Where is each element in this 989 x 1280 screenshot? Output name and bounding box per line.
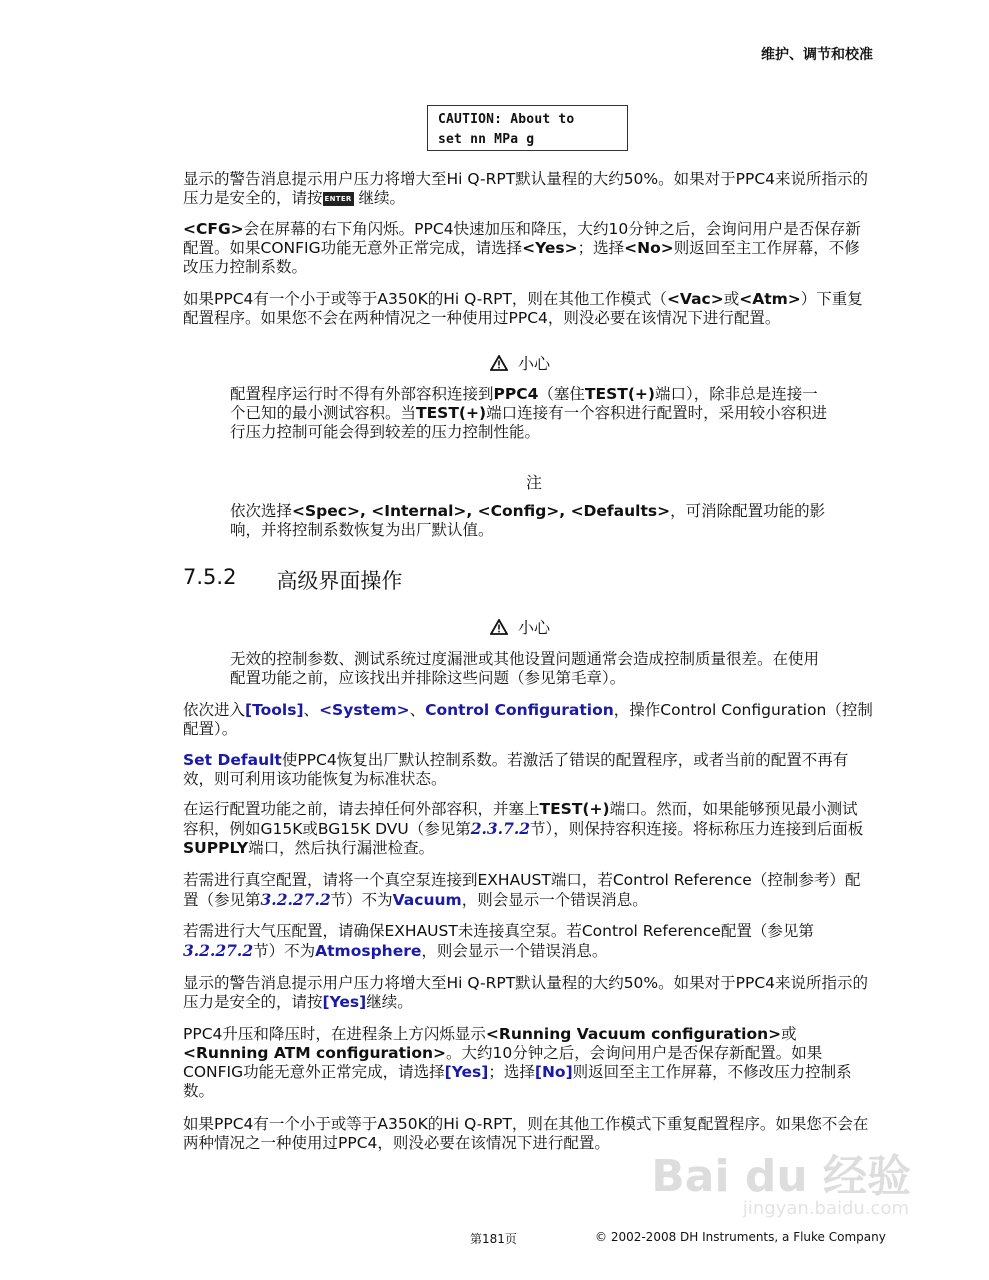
copyright: © 2002-2008 DH Instruments, a Fluke Company <box>595 1230 886 1244</box>
text: 端口连接有一个容积进行配置时，采用较小容积进行压力控制可能会得到较差的压力控制性能。 <box>230 404 828 441</box>
caution-title: 小心 <box>518 618 551 637</box>
paragraph-vacuum <box>183 871 873 910</box>
caution-title: 小心 <box>518 354 551 373</box>
lcd-line-2: set nn MPa g <box>438 132 535 147</box>
text: ，则会显示一个错误消息。 <box>421 942 608 960</box>
text: 依次进入 <box>183 701 246 719</box>
atm-label: <Atm> <box>739 290 801 308</box>
page-header: 维护、调节和校准 <box>761 47 873 63</box>
test-label: TEST(+) <box>584 385 655 403</box>
ppc4-label: PPC4 <box>493 385 539 403</box>
paragraph-cfg <box>183 220 873 277</box>
text: 若需进行真空配置，请将一个真空泵连接到EXHAUST端口，若Control Reference（控制参考）配置（参见第 <box>183 871 861 909</box>
paragraph-warning <box>183 170 873 208</box>
enter-key-icon: ENTER <box>323 192 354 206</box>
test-label: TEST(+) <box>539 800 610 818</box>
text: 显示的警告消息提示用户压力将增大至Hi Q-RPT默认量程的大约50%。如果对于PPC4来说所指示的压力是安全的，请按 <box>183 974 869 1011</box>
caution-text-2: 无效的控制参数、测试系统过度漏泄或其他设置问题通常会造成控制质量很差。在使用配置功能之前，应该找出并排除这些问题（参见第毛章）。 <box>230 650 820 687</box>
paragraph-running <box>183 1025 873 1101</box>
note-heading: 注 <box>526 473 543 492</box>
text: ，可消除配置功能的影响，并将控制系数恢复为出厂默认值。 <box>230 502 826 539</box>
paragraph-atmosphere <box>183 922 873 961</box>
baidu-watermark-logo: Bai du 经验 <box>651 1151 911 1202</box>
text: PPC4升压和降压时，在进程条上方闪烁显示 <box>183 1025 486 1043</box>
section-heading <box>183 565 402 595</box>
vacuum-link[interactable]: Vacuum <box>392 891 462 909</box>
text: 配置程序运行时不得有外部容积连接到 <box>230 385 494 403</box>
text: 、 <box>303 701 320 719</box>
text: 端口，然后执行漏泄检查。 <box>248 839 435 857</box>
text: 会在屏幕的右下角闪烁。PPC4快速加压和降压，大约10分钟之后，会询问用户是否保存新配置。如果CONFIG功能无意外正常完成，请选择 <box>183 220 861 257</box>
text: （塞住 <box>538 385 585 403</box>
text: 使PPC4恢复出厂默认控制系数。若激活了错误的配置程序，或者当前的配置不再有效，则可利用该功能恢复为标准状态。 <box>183 751 849 788</box>
page-number: 第181页 <box>470 1232 517 1246</box>
text: 在运行配置功能之前，请去掉任何外部容积，并塞上 <box>183 800 540 818</box>
test-label: TEST(+) <box>416 404 487 422</box>
section-ref-link[interactable]: 3.2.27.2 <box>260 890 331 909</box>
warning-icon <box>490 355 508 371</box>
text: ；选择 <box>488 1063 535 1081</box>
text: 或 <box>723 290 740 308</box>
paragraph-prepare <box>183 800 873 858</box>
text: ；选择 <box>577 239 625 257</box>
text: 依次选择 <box>230 502 293 520</box>
paragraph-repeat <box>183 290 873 328</box>
yes-link[interactable]: [Yes] <box>322 993 367 1011</box>
paragraph-set-default <box>183 751 873 789</box>
text: 显示的警告消息提示用户压力将增大至Hi Q-RPT默认量程的大约50%。如果对于PPC4来说所指示的压力是安全的，请按 <box>183 170 869 207</box>
menu-path: <Spec>, <Internal>, <Config>, <Defaults> <box>292 502 671 520</box>
atmosphere-link[interactable]: Atmosphere <box>315 942 422 960</box>
baidu-watermark-url: jingyan.baidu.com <box>742 1198 909 1219</box>
paragraph-repeat-2: 如果PPC4有一个小于或等于A350K的Hi Q-RPT，则在其他工作模式下重复配置程序。如果您不会在两种情况之一种使用过PPC4，则没必要在该情况下进行配置。 <box>183 1115 869 1152</box>
cfg-label: <CFG> <box>183 220 244 238</box>
text: 节）不为 <box>330 891 393 909</box>
supply-label: SUPPLY <box>183 839 249 857</box>
text: 或 <box>781 1025 797 1043</box>
caution-heading-2 <box>490 615 550 638</box>
lcd-line-1: CAUTION: About to <box>438 112 575 127</box>
text: 若需进行大气压配置，请确保EXHAUST未连接真空泵。若Control Reference配置（参见第 <box>183 922 814 940</box>
text: 继续。 <box>358 189 406 207</box>
text: 节）不为 <box>253 942 316 960</box>
text: 继续。 <box>366 993 413 1011</box>
text: 则返回至主工作屏幕，不修改压力控制系数。 <box>183 239 860 276</box>
system-link[interactable]: <System> <box>319 701 410 719</box>
vac-label: <Vac> <box>666 290 724 308</box>
section-ref-link[interactable]: 2.3.7.2 <box>470 819 531 838</box>
text: 端口。然而，如果能够预见最小测试容积，例如G15K或BG15K DVU（参见第 <box>183 800 858 838</box>
text: 则返回至主工作屏幕，不修改压力控制系数。 <box>183 1063 852 1100</box>
text: ，操作Control Configuration（控制配置）。 <box>183 701 873 738</box>
text: ，则会显示一个错误消息。 <box>461 891 648 909</box>
running-atm-label: <Running ATM configuration> <box>183 1044 447 1062</box>
paragraph-warning-2 <box>183 974 873 1012</box>
section-title: 高级界面操作 <box>276 569 403 593</box>
note-text <box>230 502 830 540</box>
no-link[interactable]: [No] <box>534 1063 573 1081</box>
text: 节），则保持容积连接。将标称压力连接到后面板 <box>530 820 864 838</box>
lcd-display <box>427 105 628 151</box>
set-default-link[interactable]: Set Default <box>183 751 282 769</box>
no-label: <No> <box>624 239 674 257</box>
caution-text-1 <box>230 385 830 442</box>
section-ref-link[interactable]: 3.2.27.2 <box>183 941 254 960</box>
text: 。大约10分钟之后，会询问用户是否保存新配置。如果CONFIG功能无意外正常完成，请选择 <box>183 1044 823 1081</box>
yes-link[interactable]: [Yes] <box>444 1063 489 1081</box>
text: ）下重复配置程序。如果您不会在两种情况之一种使用过PPC4，则没必要在该情况下进行配置。 <box>183 290 863 327</box>
text: 、 <box>409 701 426 719</box>
text: 如果PPC4有一个小于或等于A350K的Hi Q-RPT，则在其他工作模式（ <box>183 290 667 308</box>
text: 端口），除非总是连接一个已知的最小测试容积。当 <box>230 385 818 422</box>
caution-heading-1 <box>490 351 550 374</box>
paragraph-menu <box>183 701 873 739</box>
running-vacuum-label: <Running Vacuum configuration> <box>485 1025 782 1043</box>
yes-label: <Yes> <box>522 239 578 257</box>
section-number: 7.5.2 <box>183 565 237 589</box>
warning-icon <box>490 619 508 635</box>
tools-link[interactable]: [Tools] <box>245 701 304 719</box>
control-configuration-link[interactable]: Control Configuration <box>425 701 614 719</box>
